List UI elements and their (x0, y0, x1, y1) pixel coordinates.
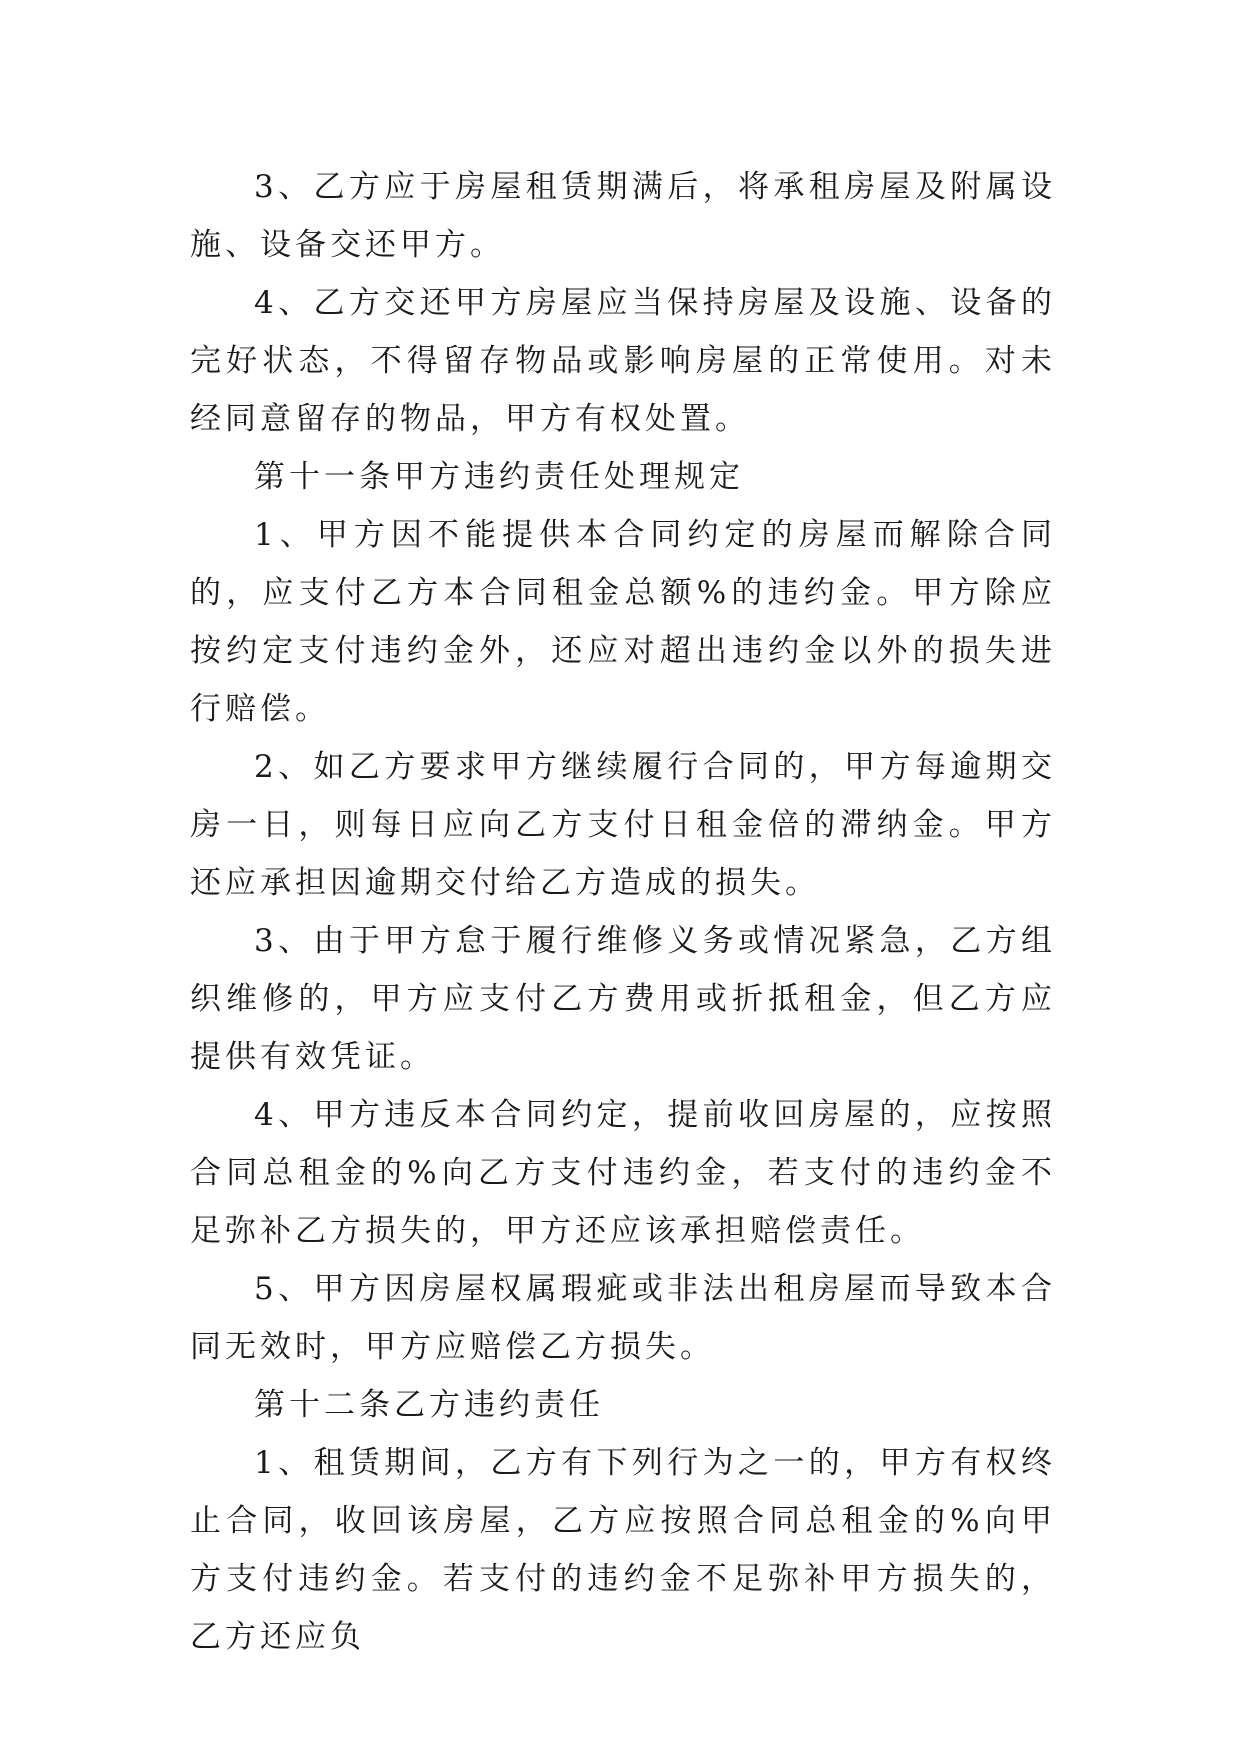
clause-paragraph: 4、甲方违反本合同约定，提前收回房屋的，应按照合同总租金的%向乙方支付违约金，若支付的违约金不足弥补乙方损失的，甲方还应该承担赔偿责任。 (190, 1097, 1056, 1249)
article-heading: 第十二条乙方违约责任 (254, 1387, 604, 1423)
clause-paragraph: 3、由于甲方怠于履行维修义务或情况紧急，乙方组织维修的，甲方应支付乙方费用或折抵租金，但乙方应提供有效凭证。 (190, 923, 1056, 1075)
clause-paragraph: 1、甲方因不能提供本合同约定的房屋而解除合同的，应支付乙方本合同租金总额%的违约金。甲方除应按约定支付违约金外，还应对超出违约金以外的损失进行赔偿。 (190, 517, 1056, 727)
clause-paragraph: 1、租赁期间，乙方有下列行为之一的，甲方有权终止合同，收回该房屋，乙方应按照合同总租金的%向甲方支付违约金。若支付的违约金不足弥补甲方损失的，乙方还应负 (190, 1445, 1056, 1655)
clause-paragraph: 4、乙方交还甲方房屋应当保持房屋及设施、设备的完好状态，不得留存物品或影响房屋的正常使用。对未经同意留存的物品，甲方有权处置。 (190, 285, 1056, 437)
clause-paragraph: 5、甲方因房屋权属瑕疵或非法出租房屋而导致本合同无效时，甲方应赔偿乙方损失。 (190, 1271, 1056, 1365)
document-body (190, 158, 1056, 1666)
clause-paragraph: 3、乙方应于房屋租赁期满后，将承租房屋及附属设施、设备交还甲方。 (190, 169, 1056, 263)
clause-paragraph: 2、如乙方要求甲方继续履行合同的，甲方每逾期交房一日，则每日应向乙方支付日租金倍的滞纳金。甲方还应承担因逾期交付给乙方造成的损失。 (190, 749, 1056, 901)
article-heading: 第十一条甲方违约责任处理规定 (254, 459, 744, 495)
